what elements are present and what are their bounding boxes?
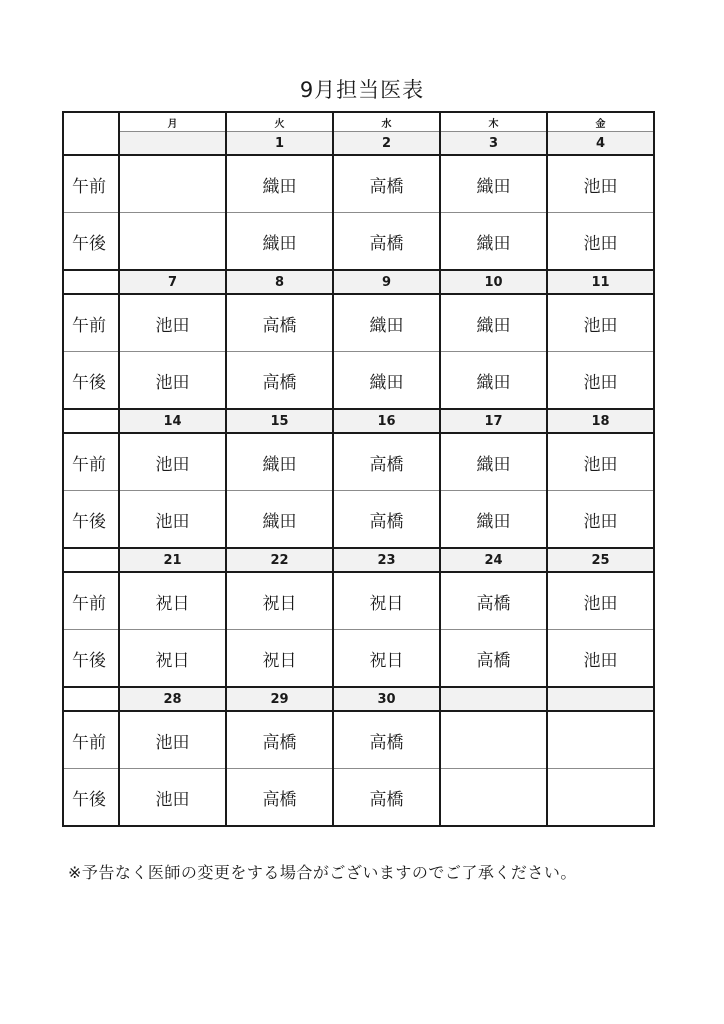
date-row-label-cell [63,409,119,433]
doctor-cell: 高橋 [333,769,440,827]
date-cell [440,687,547,711]
morning-row [63,294,654,352]
doctor-cell: 織田 [333,294,440,352]
doctor-cell: 織田 [440,491,547,549]
date-cell: 11 [547,270,654,294]
date-cell: 8 [226,270,333,294]
afternoon-label: 午後 [63,213,119,271]
doctor-cell: 祝日 [119,630,226,688]
doctor-cell: 祝日 [333,572,440,630]
doctor-cell: 織田 [440,352,547,410]
date-cell: 25 [547,548,654,572]
doctor-cell: 池田 [547,630,654,688]
doctor-cell: 祝日 [333,630,440,688]
date-row [63,409,654,433]
doctor-cell: 池田 [119,433,226,491]
doctor-schedule-table [62,111,655,827]
date-row [63,270,654,294]
doctor-cell: 織田 [440,294,547,352]
doctor-cell: 高橋 [333,433,440,491]
doctor-cell: 池田 [119,352,226,410]
afternoon-row [63,769,654,827]
date-cell: 18 [547,409,654,433]
date-cell: 17 [440,409,547,433]
doctor-cell: 祝日 [226,630,333,688]
afternoon-label: 午後 [63,352,119,410]
morning-label: 午前 [63,155,119,213]
doctor-cell: 織田 [226,491,333,549]
doctor-cell: 高橋 [226,352,333,410]
doctor-cell: 池田 [547,433,654,491]
doctor-cell: 高橋 [333,711,440,769]
doctor-cell: 織田 [440,433,547,491]
date-cell: 9 [333,270,440,294]
weekday-header-tue: 火 [226,112,333,132]
morning-label: 午前 [63,294,119,352]
afternoon-label: 午後 [63,769,119,827]
date-cell: 15 [226,409,333,433]
morning-label: 午前 [63,433,119,491]
weekday-header-wed: 水 [333,112,440,132]
doctor-cell: 高橋 [226,294,333,352]
morning-label: 午前 [63,711,119,769]
doctor-cell [547,711,654,769]
date-cell: 3 [440,132,547,156]
weekday-header-mon: 月 [119,112,226,132]
doctor-cell: 池田 [547,572,654,630]
afternoon-row [63,213,654,271]
date-cell: 22 [226,548,333,572]
doctor-cell: 高橋 [333,491,440,549]
doctor-cell: 池田 [547,491,654,549]
doctor-cell: 池田 [119,294,226,352]
morning-row [63,155,654,213]
doctor-cell [547,769,654,827]
weekday-header-thu: 木 [440,112,547,132]
doctor-cell: 織田 [226,213,333,271]
morning-row [63,572,654,630]
page-title: 9月担当医表 [299,78,425,102]
doctor-cell: 織田 [440,213,547,271]
doctor-cell: 祝日 [119,572,226,630]
afternoon-label: 午後 [63,491,119,549]
date-cell: 21 [119,548,226,572]
date-cell: 30 [333,687,440,711]
date-cell: 23 [333,548,440,572]
weekday-header-row [63,112,654,132]
doctor-cell: 池田 [547,213,654,271]
doctor-cell: 高橋 [226,769,333,827]
doctor-cell: 高橋 [440,630,547,688]
doctor-cell: 池田 [119,769,226,827]
date-cell: 7 [119,270,226,294]
doctor-cell: 池田 [119,491,226,549]
date-cell: 24 [440,548,547,572]
date-cell: 2 [333,132,440,156]
date-cell [547,687,654,711]
doctor-cell: 高橋 [440,572,547,630]
doctor-cell: 池田 [547,352,654,410]
morning-label: 午前 [63,572,119,630]
date-row [63,132,654,156]
date-cell: 28 [119,687,226,711]
doctor-cell: 織田 [333,352,440,410]
doctor-cell: 高橋 [226,711,333,769]
weekday-header-fri: 金 [547,112,654,132]
morning-row [63,711,654,769]
afternoon-row [63,352,654,410]
doctor-cell: 織田 [226,155,333,213]
corner-cell [63,112,119,155]
date-row-label-cell [63,548,119,572]
doctor-cell [440,711,547,769]
doctor-cell: 池田 [547,294,654,352]
doctor-cell: 祝日 [226,572,333,630]
date-cell: 14 [119,409,226,433]
date-row-label-cell [63,687,119,711]
afternoon-row [63,630,654,688]
date-cell: 29 [226,687,333,711]
doctor-cell: 織田 [226,433,333,491]
date-cell [119,132,226,156]
date-row [63,687,654,711]
doctor-cell [119,155,226,213]
morning-row [63,433,654,491]
doctor-cell: 池田 [119,711,226,769]
date-cell: 16 [333,409,440,433]
change-notice: ※予告なく医師の変更をする場合がございますのでご了承ください。 [68,863,577,882]
afternoon-row [63,491,654,549]
doctor-cell [119,213,226,271]
doctor-cell: 高橋 [333,213,440,271]
date-cell: 10 [440,270,547,294]
date-cell: 1 [226,132,333,156]
date-row-label-cell [63,270,119,294]
date-cell: 4 [547,132,654,156]
doctor-cell [440,769,547,827]
doctor-cell: 池田 [547,155,654,213]
afternoon-label: 午後 [63,630,119,688]
date-row [63,548,654,572]
doctor-cell: 織田 [440,155,547,213]
doctor-cell: 高橋 [333,155,440,213]
